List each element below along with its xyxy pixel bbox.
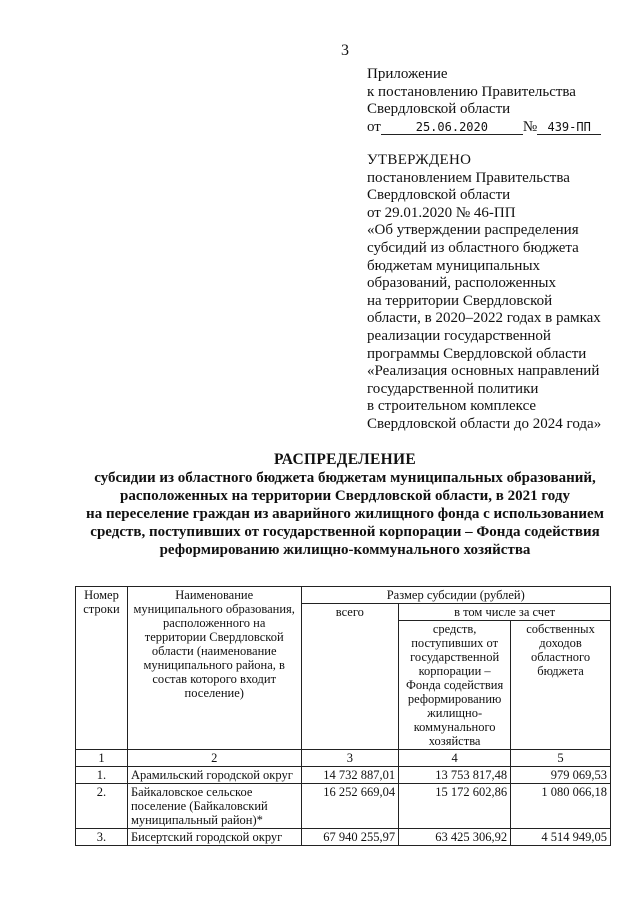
row-fund: 15 172 602,86 xyxy=(399,784,511,829)
title-line: реформированию жилищно-коммунального хозяйства xyxy=(159,542,531,558)
date-prefix: от xyxy=(367,118,381,135)
header-row-number: Номер строки xyxy=(76,587,128,750)
title-line: на переселение граждан из аварийного жилищного фонда с использованием xyxy=(86,506,604,522)
index-row xyxy=(76,750,611,767)
approved-line: на территории Свердловской xyxy=(367,292,553,309)
row-own: 4 514 949,05 xyxy=(511,829,611,846)
title-line: средств, поступивших от государственной корпорации – Фонда содействия xyxy=(90,524,600,540)
header-fund: средств, поступивших от государственной корпорации – Фонда содействия реформированию жилищно-коммунального хозяйства xyxy=(399,621,511,750)
row-number: 1. xyxy=(76,767,128,784)
approved-line: субсидий из областного бюджета xyxy=(367,239,579,256)
appendix-line: к постановлению Правительства xyxy=(367,83,576,100)
approved-line: в строительном комплексе xyxy=(367,398,537,415)
approved-line: образований, расположенных xyxy=(367,275,556,292)
approved-line: «Об утверждении распределения xyxy=(367,222,579,239)
row-fund: 13 753 817,48 xyxy=(399,767,511,784)
header-row xyxy=(76,587,611,604)
row-total: 67 940 255,97 xyxy=(301,829,399,846)
row-fund: 63 425 306,92 xyxy=(399,829,511,846)
approved-line: области, в 2020–2022 годах в рамках xyxy=(367,310,601,327)
header-including: в том числе за счет xyxy=(399,604,611,621)
approved-line: постановлением Правительства xyxy=(367,169,570,186)
approved-line: «Реализация основных направлений xyxy=(367,363,600,380)
approved-line: программы Свердловской области xyxy=(367,345,587,362)
approved-line: государственной политики xyxy=(367,380,539,397)
title-line: субсидии из областного бюджета бюджетам муниципальных образований, xyxy=(94,470,596,486)
approved-heading: УТВЕРЖДЕНО xyxy=(367,152,472,168)
approved-line: Свердловской области xyxy=(367,187,511,204)
header-own-income: собственных доходов областного бюджета xyxy=(511,621,611,750)
header-size: Размер субсидии (рублей) xyxy=(301,587,611,604)
row-number: 2. xyxy=(76,784,128,829)
row-total: 16 252 669,04 xyxy=(301,784,399,829)
title-line: расположенных на территории Свердловской области, в 2021 году xyxy=(120,488,570,504)
table-row xyxy=(76,829,611,846)
appendix-line: Приложение xyxy=(367,66,448,82)
date-value: 25.06.2020 xyxy=(381,120,523,135)
header-total: всего xyxy=(301,604,399,750)
row-own: 1 080 066,18 xyxy=(511,784,611,829)
approved-line: Свердловской области до 2024 года» xyxy=(367,415,602,432)
row-own: 979 069,53 xyxy=(511,767,611,784)
row-number: 3. xyxy=(76,829,128,846)
appendix-block xyxy=(367,66,601,136)
appendix-line: Свердловской области xyxy=(367,101,511,117)
page-number: 3 xyxy=(341,42,349,59)
row-total: 14 732 887,01 xyxy=(301,767,399,784)
header-name: Наименование муниципального образования, расположенного на территории Свердловской области (наименование муниципального района, в состав которого входит поселение) xyxy=(127,587,301,750)
approved-line: реализации государственной xyxy=(367,327,551,344)
index-cell: 1 xyxy=(76,750,128,767)
number-prefix: № xyxy=(522,118,538,135)
document-title xyxy=(0,451,640,559)
row-name: Байкаловское сельское поселение (Байкаловский муниципальный район)* xyxy=(127,784,301,829)
index-cell: 2 xyxy=(127,750,301,767)
number-value: 439-ПП xyxy=(537,120,601,135)
index-cell: 5 xyxy=(511,750,611,767)
title-main: РАСПРЕДЕЛЕНИЕ xyxy=(274,451,416,468)
approved-line: бюджетам муниципальных xyxy=(367,257,541,274)
row-name: Арамильский городской округ xyxy=(127,767,301,784)
subsidy-table xyxy=(75,586,611,846)
approved-line: от 29.01.2020 № 46-ПП xyxy=(367,204,516,221)
index-cell: 3 xyxy=(301,750,399,767)
table-row xyxy=(76,767,611,784)
appendix-date-line xyxy=(367,119,601,137)
row-name: Бисертский городской округ xyxy=(127,829,301,846)
approved-block xyxy=(367,152,637,434)
table-row xyxy=(76,784,611,829)
index-cell: 4 xyxy=(399,750,511,767)
